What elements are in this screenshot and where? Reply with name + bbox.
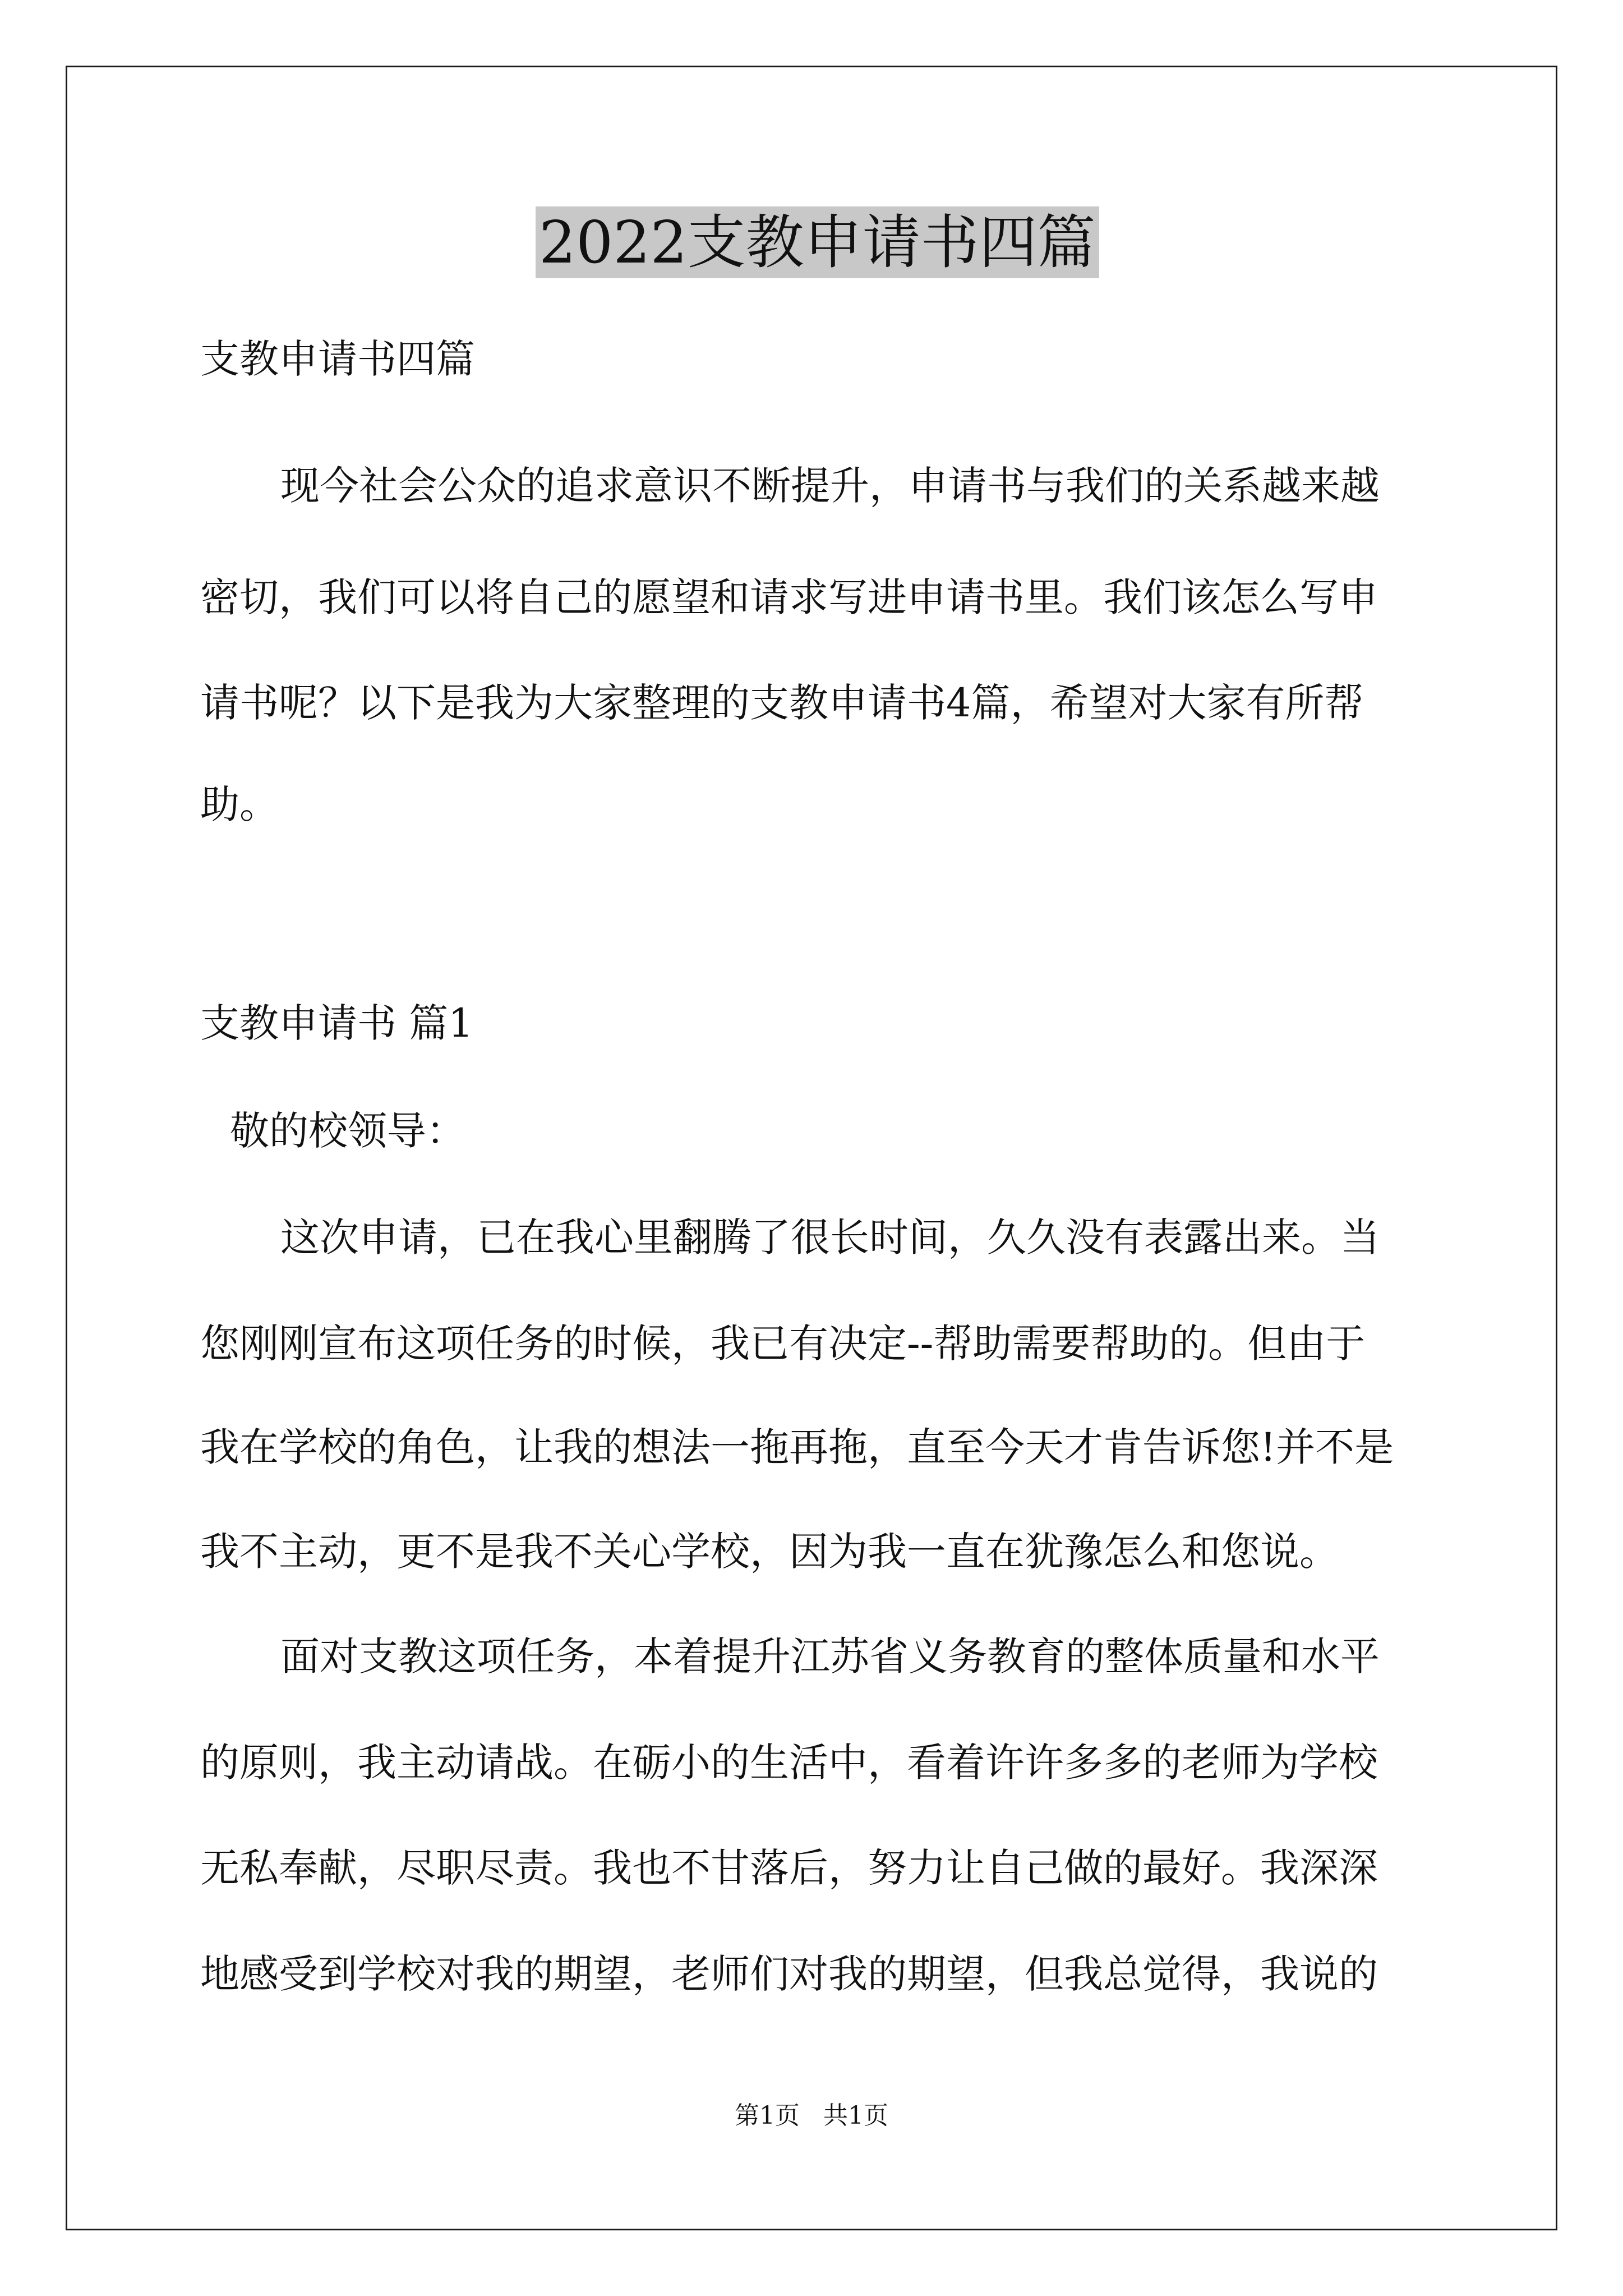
text-line: 请书呢？以下是我为大家整理的支教申请书4篇，希望对大家有所帮 [200,680,1364,726]
subtitle-line: 支教申请书四篇 [200,336,475,382]
text-line: 无私奉献，尽职尽责。我也不甘落后，努力让自己做的最好。我深深 [200,1845,1378,1891]
salutation-line: 敬的校领导： [230,1108,465,1154]
text-line: 面对支教这项任务，本着提升江苏省义务教育的整体质量和水平 [280,1634,1380,1680]
text-line: 现今社会公众的追求意识不断提升，申请书与我们的关系越来越 [280,463,1380,509]
text-line: 您刚刚宣布这项任务的时候，我已有决定--帮助需要帮助的。但由于 [200,1320,1366,1366]
section-heading: 支教申请书 篇1 [200,1000,473,1046]
text-line: 我在学校的角色，让我的想法一拖再拖，直至今天才肯告诉您!并不是 [200,1424,1394,1470]
text-line: 助。 [200,781,279,827]
text-line: 我不主动，更不是我不关心学校，因为我一直在犹豫怎么和您说。 [200,1529,1339,1575]
document-title: 2022支教申请书四篇 [536,206,1099,278]
text-line: 的原则，我主动请战。在砺小的生活中，看着许许多多的老师为学校 [200,1740,1378,1786]
page-footer: 第1页 共1页 [735,2101,888,2130]
text-line: 这次申请，已在我心里翻腾了很长时间，久久没有表露出来。当 [280,1214,1380,1260]
text-line: 地感受到学校对我的期望，老师们对我的期望，但我总觉得，我说的 [200,1951,1378,1997]
text-line: 密切，我们可以将自己的愿望和请求写进申请书里。我们该怎么写申 [200,574,1378,620]
